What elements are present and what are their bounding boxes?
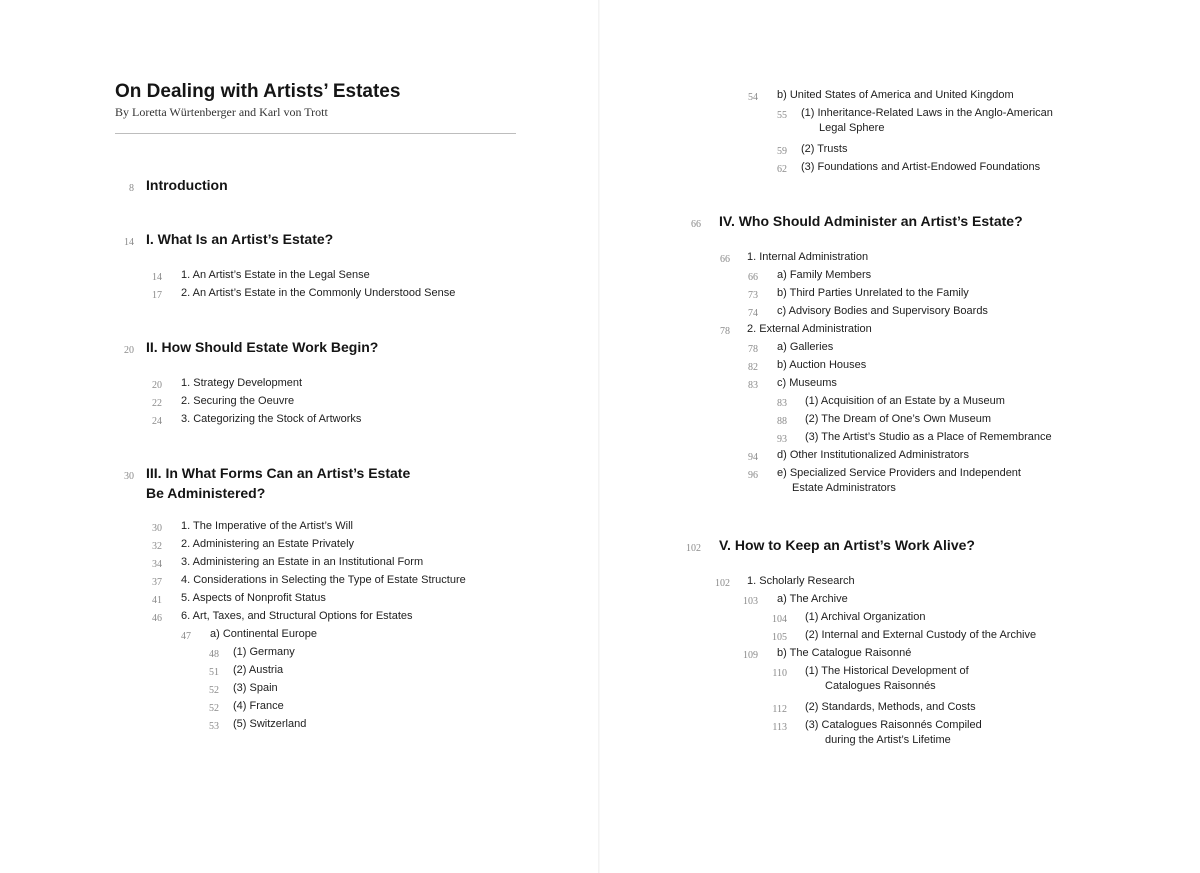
page-number: 78 <box>748 344 758 355</box>
page-number: 46 <box>152 613 162 624</box>
page-number: 104 <box>772 614 787 625</box>
page-number: 102 <box>715 578 730 589</box>
page-number: 93 <box>777 434 787 445</box>
page-number: 22 <box>152 398 162 409</box>
entry-text: 2. An Artist’s Estate in the Commonly Understood Sense <box>181 287 456 299</box>
entry-text: 5. Aspects of Nonprofit Status <box>181 592 326 604</box>
page-number: 66 <box>748 272 758 283</box>
book-title: On Dealing with Artists’ Estates <box>115 81 401 102</box>
entry-text: 3. Administering an Estate in an Institutional Form <box>181 556 424 568</box>
page-number: 14 <box>124 237 134 248</box>
entry-text: (4) France <box>233 700 284 712</box>
entry-text: 6. Art, Taxes, and Structural Options for Estates <box>181 610 413 622</box>
page-number: 88 <box>777 416 787 427</box>
page-number: 82 <box>748 362 758 373</box>
page-number: 54 <box>748 92 758 103</box>
entry-text: IV. Who Should Administer an Artist’s Estate? <box>719 213 1023 229</box>
page-number: 113 <box>772 722 787 733</box>
entry-text: (1) Archival Organization <box>805 611 926 623</box>
entry-text: Introduction <box>146 177 228 193</box>
page-number: 94 <box>748 452 758 463</box>
entry-text-line-2: Estate Administrators <box>792 482 896 494</box>
entry-text: 2. Administering an Estate Privately <box>181 538 355 550</box>
page-number: 62 <box>777 164 787 175</box>
entry-text: 2. Securing the Oeuvre <box>181 395 295 407</box>
entry-text: (2) Internal and External Custody of the Archive <box>805 629 1037 641</box>
page-number: 103 <box>743 596 758 607</box>
entry-text: (1) Acquisition of an Estate by a Museum <box>805 395 1005 407</box>
page-number: 66 <box>691 219 701 230</box>
entry-text: c) Advisory Bodies and Supervisory Boards <box>777 305 988 317</box>
entry-text: 1. The Imperative of the Artist’s Will <box>181 520 353 532</box>
right-page <box>600 0 1200 873</box>
entry-text-line-2: during the Artist’s Lifetime <box>825 734 951 746</box>
entry-text <box>801 107 1053 134</box>
page-number: 83 <box>748 380 758 391</box>
byline: By Loretta Würtenberger and Karl von Trott <box>115 105 328 119</box>
entry-text-line-2: Legal Sphere <box>819 122 885 134</box>
entry-text-line-2: Be Administered? <box>146 485 266 501</box>
entry-text: a) The Archive <box>777 593 848 605</box>
entry-text: (2) The Dream of One’s Own Museum <box>805 413 992 425</box>
page-number: 17 <box>152 290 162 301</box>
title-rule <box>115 133 516 134</box>
entry-text: c) Museums <box>777 377 837 389</box>
entry-text: V. How to Keep an Artist’s Work Alive? <box>719 537 975 553</box>
entry-text: 1. Internal Administration <box>747 251 869 263</box>
entry-text: 1. An Artist’s Estate in the Legal Sense <box>181 269 370 281</box>
entry-text-line-1: III. In What Forms Can an Artist’s Estate <box>146 465 411 481</box>
page-number: 96 <box>748 470 758 481</box>
page-number: 20 <box>152 380 162 391</box>
page-number: 66 <box>720 254 730 265</box>
entry-text: (2) Austria <box>233 664 284 676</box>
entry-text: (2) Trusts <box>801 143 848 155</box>
page-number: 47 <box>181 631 191 642</box>
entry-text-line-2: Catalogues Raisonnés <box>825 680 936 692</box>
entry-text: b) United States of America and United Kingdom <box>777 89 1014 101</box>
page-number: 8 <box>129 183 134 194</box>
page-number: 14 <box>152 272 162 283</box>
entry-text: (5) Switzerland <box>233 718 307 730</box>
page-number: 53 <box>209 721 219 732</box>
entry-text: (3) The Artist’s Studio as a Place of Remembrance <box>805 431 1052 443</box>
entry-text: (3) Foundations and Artist-Endowed Foundations <box>801 161 1041 173</box>
entry-text: 2. External Administration <box>747 323 872 335</box>
entry-text: 1. Strategy Development <box>181 377 303 389</box>
entry-text: 1. Scholarly Research <box>747 575 855 587</box>
page-number: 30 <box>152 523 162 534</box>
page-number: 73 <box>748 290 758 301</box>
entry-text: b) Auction Houses <box>777 359 867 371</box>
entry-text <box>777 467 1021 494</box>
page-number: 24 <box>152 416 162 427</box>
page-number: 34 <box>152 559 162 570</box>
page-number: 30 <box>124 471 134 482</box>
page-number: 37 <box>152 577 162 588</box>
entry-text-line-1: e) Specialized Service Providers and Independent <box>777 467 1021 479</box>
page-number: 55 <box>777 110 787 121</box>
entry-text: (1) Germany <box>233 646 295 658</box>
page-number: 48 <box>209 649 219 660</box>
entry-text: I. What Is an Artist’s Estate? <box>146 231 334 247</box>
page-number: 59 <box>777 146 787 157</box>
entry-text: b) The Catalogue Raisonné <box>777 647 912 659</box>
entry-text: (2) Standards, Methods, and Costs <box>805 701 976 713</box>
page-number: 102 <box>686 543 701 554</box>
page-number: 41 <box>152 595 162 606</box>
entry-text: 3. Categorizing the Stock of Artworks <box>181 413 362 425</box>
entry-text: a) Continental Europe <box>210 628 318 640</box>
page-number: 110 <box>772 668 787 679</box>
entry-text: II. How Should Estate Work Begin? <box>146 339 379 355</box>
page-number: 109 <box>743 650 758 661</box>
page-number: 74 <box>748 308 758 319</box>
entry-text <box>805 719 982 746</box>
page-number: 78 <box>720 326 730 337</box>
entry-text-line-1: (1) The Historical Development of <box>805 665 969 677</box>
page-number: 51 <box>209 667 219 678</box>
entry-text: a) Family Members <box>777 269 872 281</box>
page-number: 112 <box>772 704 787 715</box>
entry-text: (3) Spain <box>233 682 278 694</box>
page-number: 20 <box>124 345 134 356</box>
entry-text <box>805 665 969 692</box>
page-number: 52 <box>209 685 219 696</box>
page-number: 52 <box>209 703 219 714</box>
page-number: 105 <box>772 632 787 643</box>
entry-text: a) Galleries <box>777 341 834 353</box>
entry-text-line-1: (3) Catalogues Raisonnés Compiled <box>805 719 982 731</box>
entry-text: d) Other Institutionalized Administrators <box>777 449 969 461</box>
entry-text: 4. Considerations in Selecting the Type of Estate Structure <box>181 574 466 586</box>
entry-text-line-1: (1) Inheritance-Related Laws in the Anglo-American <box>801 107 1053 119</box>
entry-text <box>146 465 410 501</box>
page-number: 32 <box>152 541 162 552</box>
entry-text: b) Third Parties Unrelated to the Family <box>777 287 969 299</box>
page-number: 83 <box>777 398 787 409</box>
